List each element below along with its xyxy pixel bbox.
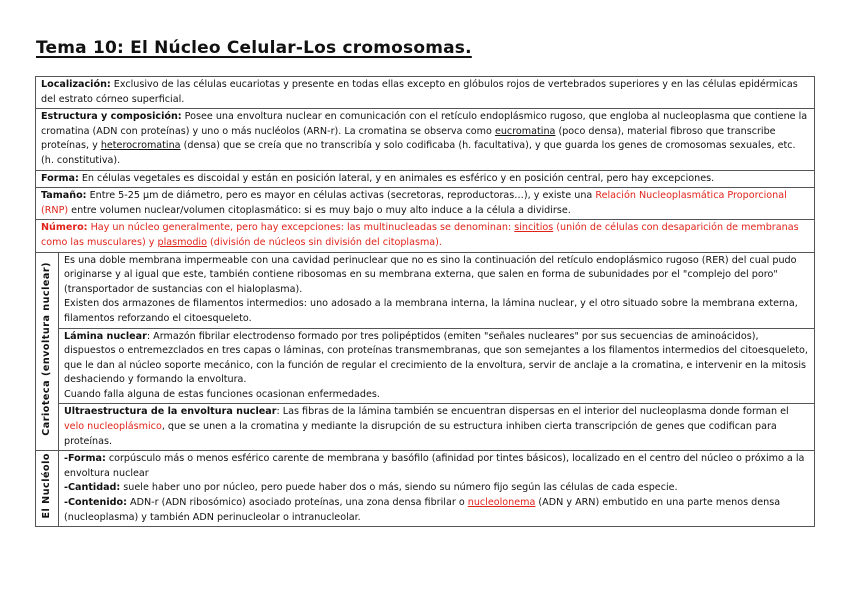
- nucleolo-contenido-text-1: ADN-r (ADN ribosómico) asociado proteínas, una zona densa fibrilar o: [126, 497, 468, 509]
- ultra-text-2: , que se unen a la cromatina y mediante la disrupción de su estructura inhiben cierta transcripción de genes que codifican para proteínas.: [64, 421, 777, 447]
- numero-text-2: (unión de células con desaparición de membranas como las musculares) y: [41, 222, 799, 248]
- content-table: [35, 76, 815, 527]
- estructura-label: Estructura y composición:: [41, 111, 182, 123]
- carioteca-side-label: Carioteca (envoltura nuclear): [40, 261, 52, 436]
- localizacion-text: Exclusivo de las células eucariotas y presente en todas ellas excepto en glóbulos rojos de vertebrados superiores y en las células epidérmicas del estrato córneo superficial.: [41, 79, 798, 105]
- estructura-text-3: (densa) que se creía que no transcribía y solo codificaba (h. facultativa), y que guarda los genes de cromosomas sexuales, etc. (h. constitutiva).: [41, 140, 796, 166]
- row-forma: [36, 170, 815, 188]
- row-carioteca-intro: [36, 252, 815, 328]
- row-localizacion: [36, 77, 815, 109]
- row-nucleolo: [36, 451, 815, 527]
- rnp-term: Relación Nucleoplasmática Proporcional (RNP): [41, 190, 787, 216]
- plasmodio-term: plasmodio: [157, 236, 207, 248]
- row-numero: [36, 220, 815, 252]
- nucleolonema-term: nucleolonema: [467, 497, 536, 509]
- ultra-text-1: : Las fibras de la lámina también se encuentran dispersas en el interior del nucleoplasma donde forman el: [276, 406, 789, 418]
- nucleolo-side-cell: [36, 451, 59, 527]
- tamano-text-2: entre volumen nuclear/volumen citoplasmático: si es muy bajo o muy alto induce a la célula a dividirse.: [68, 204, 571, 216]
- forma-label: Forma:: [41, 172, 79, 184]
- estructura-text-2: (poco densa), material fibroso que transcribe proteínas, y: [41, 125, 776, 152]
- carioteca-side-cell: [36, 252, 59, 451]
- numero-text-3: (división de núcleos sin división del citoplasma).: [206, 236, 442, 248]
- row-ultraestructura: [36, 404, 815, 451]
- estructura-text-1: Posee una envoltura nuclear en comunicación con el retículo endoplásmico rugoso, que engloba al nucleoplasma que contiene la cromatina (ADN con proteínas) y uno o más nucléolos (ARN-r). La cromatina se observa como: [41, 111, 808, 137]
- heterocromatina-term: heterocromatina: [100, 140, 181, 152]
- localizacion-label: Localización:: [41, 79, 111, 90]
- numero-label: Número:: [41, 222, 88, 234]
- row-lamina-nuclear: [36, 328, 815, 404]
- nucleolo-contenido-label: -Contenido:: [64, 497, 127, 509]
- ultra-label: Ultraestructura de la envoltura nuclear: [64, 406, 277, 418]
- tamano-text-1: Entre 5-25 µm de diámetro, pero es mayor en células activas (secretoras, reproductoras…), y existe una: [86, 190, 596, 202]
- nucleolo-side-label: El Nucléolo: [40, 453, 52, 519]
- carioteca-paragraph-2: Existen dos armazones de filamentos intermedios: uno adosado a la membrana interna, la lámina nuclear, y el otro situado sobre la membrana externa, filamentos reforzando el citoesqueleto.: [64, 298, 798, 324]
- nucleolo-cantidad-text: suele haber uno por núcleo, pero puede haber dos o más, siendo su número fijo según las células de cada especie.: [120, 482, 678, 494]
- lamina-label: Lámina nuclear: [64, 330, 147, 342]
- nucleolo-forma-label: -Forma:: [64, 453, 106, 465]
- tamano-label: Tamaño:: [41, 190, 87, 202]
- page-title: Tema 10: El Núcleo Celular-Los cromosomas.: [36, 38, 472, 58]
- lamina-fail-text: Cuando falla alguna de estas funciones ocasionan enfermedades.: [64, 388, 380, 400]
- forma-text: En células vegetales es discoidal y están en posición lateral, y en animales es esférico y en posición central, pero hay excepciones.: [78, 172, 715, 184]
- numero-text-1: Hay un núcleo generalmente, pero hay excepciones: las multinucleadas se denominan:: [87, 222, 515, 234]
- velo-nucleoplasmico-term: velo nucleoplásmico: [64, 421, 162, 433]
- nucleolo-contenido-text-2: (ADN y ARN) embutido en una parte menos densa (nucleoplasma) y también ADN perinucleolar o intranucleolar.: [64, 497, 781, 523]
- carioteca-paragraph-1: Es una doble membrana impermeable con una cavidad perinuclear que no es sino la continuación del retículo endoplásmico rugoso (RER) del cual pudo originarse y al igual que este, también contiene ribosomas en su membrana externa, que salen en forma de subunidades por el "complejo del poro" (transportador de sustancias con el hialoplasma).: [64, 254, 797, 295]
- sincitios-term: sincitios: [514, 222, 554, 234]
- eucromatina-term: eucromatina: [494, 125, 556, 137]
- lamina-text: : Armazón fibrilar electrodenso formado por tres polipéptidos (emiten "señales nucleares" por sus secuencias de aminoácidos), dispuestos o entremezclados en tres capas o láminas, con proteínas transmembranas, que son semejantes a los filamentos intermedios del citoesqueleto, que le dan al núcleo soporte mecánico, con la función de regular el crecimiento de la envoltura, servir de anclaje a la cromatina, e intervenir en la mitosis deshaciendo y formando la envoltura.: [64, 330, 808, 386]
- row-tamano: [36, 188, 815, 220]
- nucleolo-cantidad-label: -Cantidad:: [64, 482, 121, 494]
- nucleolo-forma-text: corpúsculo más o menos esférico carente de membrana y basófilo (afinidad por tintes básicos), localizado en el centro del núcleo o próximo a la envoltura nuclear: [64, 453, 805, 479]
- row-estructura: [36, 109, 815, 170]
